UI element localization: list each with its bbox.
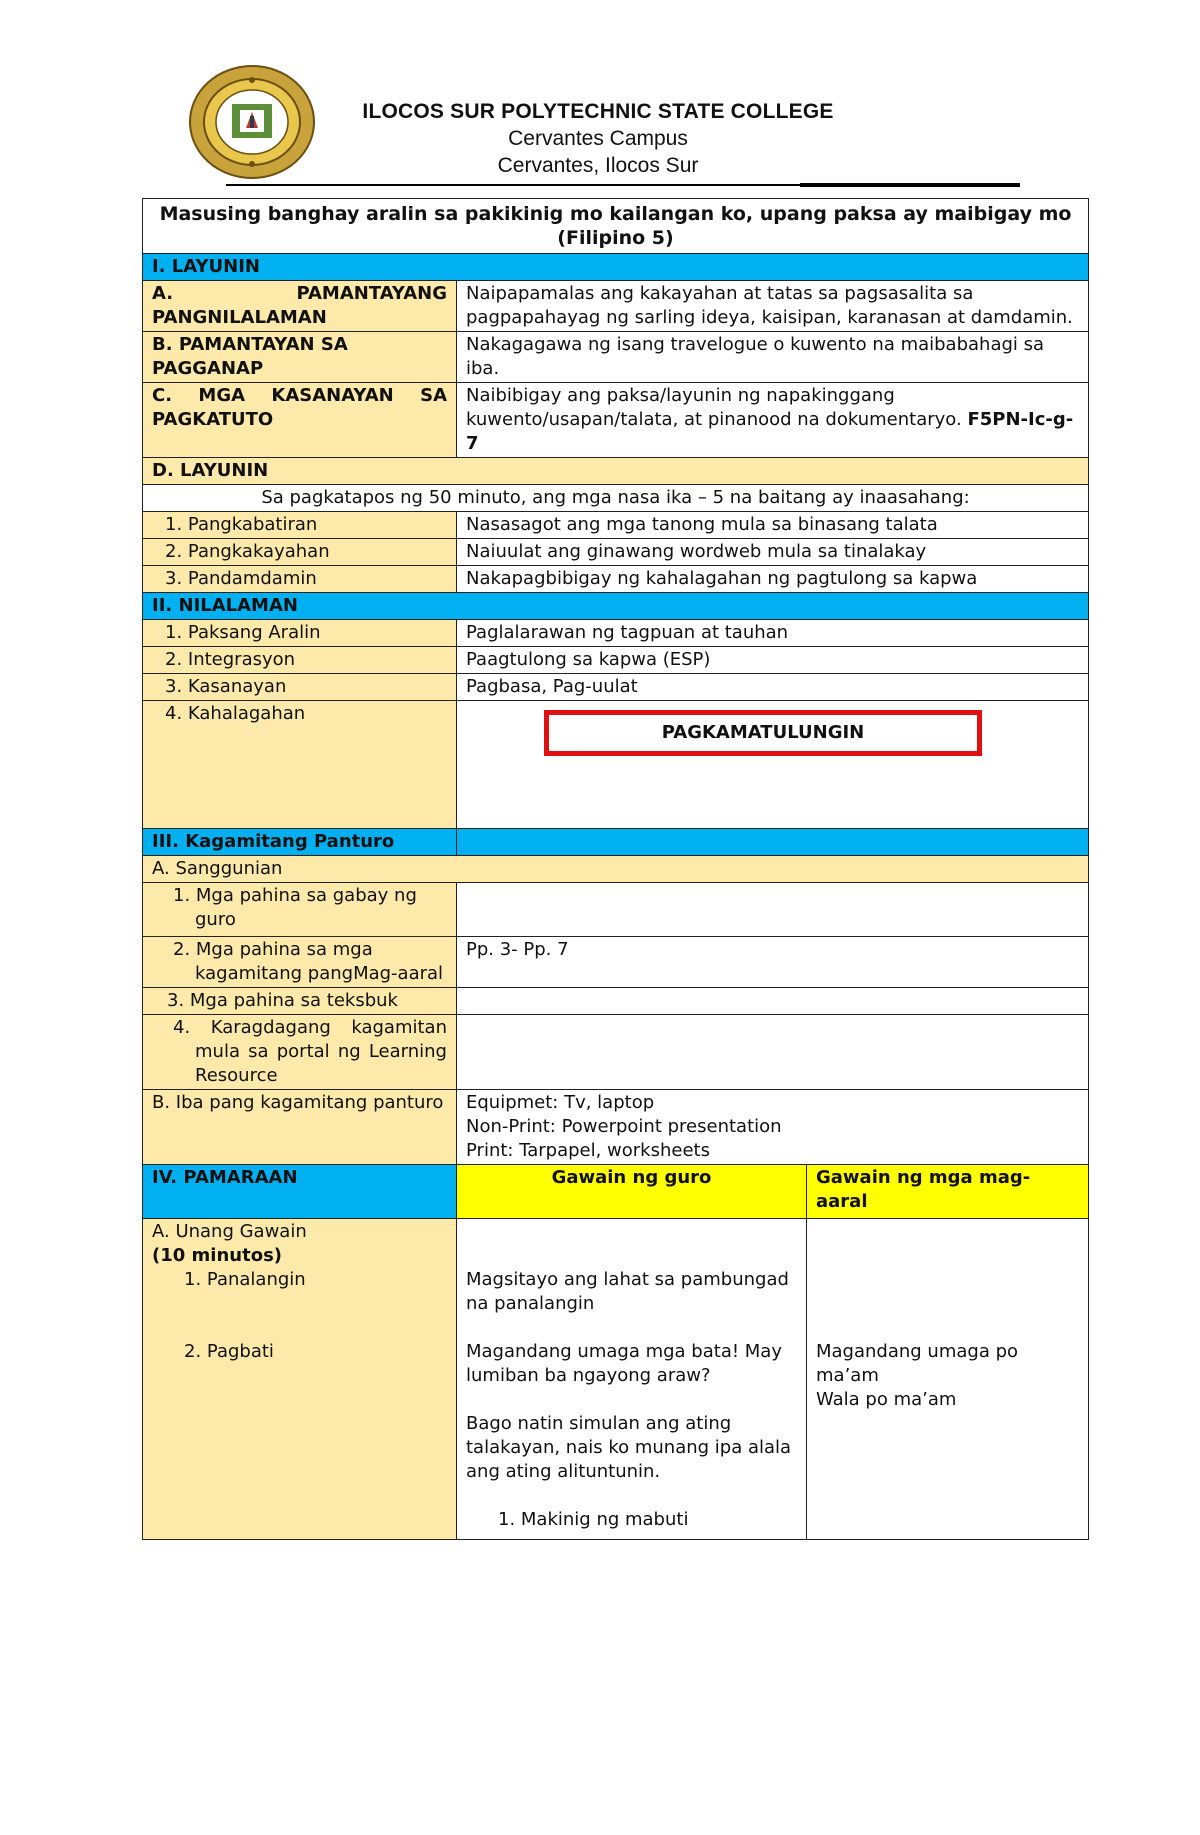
- unang-gawain-label: A. Unang Gawain: [152, 1221, 307, 1242]
- objective-value: Nasasagot ang mga tanong mula sa binasang talata: [457, 512, 1089, 539]
- title-row: [143, 199, 1089, 254]
- objective-label: 2. Pangkakayahan: [143, 539, 457, 566]
- resource-value-teksbuk: [457, 988, 1089, 1015]
- magaaral-response-1: Magandang umaga po ma’am: [816, 1341, 1019, 1386]
- competency-code: F5PN-Ic-g-7: [466, 409, 1074, 454]
- resource-label-portal: 4. Karagdagang kagamitan mula sa portal ng Learning Resource: [143, 1015, 457, 1090]
- content-row: [143, 647, 1089, 674]
- magaaral-response-2: Wala po ma’am: [816, 1389, 957, 1410]
- resource-row: [143, 1090, 1089, 1165]
- kahalagahan-cell: [457, 701, 1089, 829]
- header-rule-thick: [800, 183, 1020, 187]
- school-address: Cervantes, Ilocos Sur: [497, 154, 699, 177]
- spacer: [466, 1244, 797, 1268]
- content-label: 2. Integrasyon: [143, 647, 457, 674]
- campus-name: Cervantes Campus: [508, 127, 688, 150]
- sanggunian-heading: A. Sanggunian: [143, 856, 1089, 883]
- section-nilalaman: II. NILALAMAN: [143, 593, 1089, 620]
- materials-line: Equipmet: Tv, laptop: [466, 1092, 655, 1113]
- content-label: 1. Paksang Aralin: [143, 620, 457, 647]
- step-panalangin: 1. Panalangin: [184, 1269, 306, 1290]
- spacer: [152, 1316, 447, 1340]
- lesson-plan-table: [142, 198, 1089, 1540]
- resource-row: [143, 988, 1089, 1015]
- column-gawain-guro: Gawain ng guro: [457, 1165, 807, 1219]
- spacer: [466, 1388, 797, 1412]
- resource-row: [143, 883, 1089, 937]
- label-kasanayan-sa-pagkatuto: [143, 383, 457, 458]
- step-pagbati: 2. Pagbati: [184, 1341, 274, 1362]
- objective-label: 3. Pandamdamin: [143, 566, 457, 593]
- content-value: Pagbasa, Pag-uulat: [457, 674, 1089, 701]
- header-rule: [226, 184, 801, 186]
- pamaraan-header-row: [143, 1165, 1089, 1219]
- guro-rule-item: 1. Makinig ng mabuti: [498, 1509, 689, 1530]
- materials-line: Non-Print: Powerpoint presentation: [466, 1116, 782, 1137]
- spacer: [152, 1292, 447, 1316]
- content-row: [143, 674, 1089, 701]
- row-kasanayan-sa-pagkatuto: [143, 383, 1089, 458]
- resource-row: [143, 937, 1089, 988]
- content-value: Paagtulong sa kapwa (ESP): [457, 647, 1089, 674]
- label-line: C. MGA KASANAYAN SA: [152, 385, 447, 406]
- materials-line: Print: Tarpapel, worksheets: [466, 1140, 710, 1161]
- label-line: A. PAMANTAYANG: [152, 283, 447, 304]
- resource-label-gabay: 1. Mga pahina sa gabay ng guro: [143, 883, 457, 937]
- objective-row: [143, 566, 1089, 593]
- resource-row: [143, 1015, 1089, 1090]
- college-seal-logo: [188, 64, 316, 180]
- section-layunin: I. LAYUNIN: [143, 254, 1089, 281]
- label-line: PAGKATUTO: [152, 409, 274, 430]
- row-pamantayan-sa-pagganap: [143, 332, 1089, 383]
- resource-label-magaaral: 2. Mga pahina sa mga kagamitang pangMag-aaral: [143, 937, 457, 988]
- objective-row: [143, 512, 1089, 539]
- value-pamantayan-sa-pagganap: Nakagagawa ng isang travelogue o kuwento na maibabahagi sa iba.: [457, 332, 1089, 383]
- spacer: [816, 1220, 1079, 1340]
- section-kagamitan-fill: [457, 829, 1089, 856]
- resource-value-iba: [457, 1090, 1089, 1165]
- value-highlight-box: PAGKAMATULUNGIN: [544, 710, 982, 756]
- content-row: [143, 620, 1089, 647]
- resource-value-gabay: [457, 883, 1089, 937]
- resource-value-portal: [457, 1015, 1089, 1090]
- objectives-intro: Sa pagkatapos ng 50 minuto, ang mga nasa ika – 5 na baitang ay inaasahang:: [143, 485, 1089, 512]
- kahalagahan-label: 4. Kahalagahan: [143, 701, 457, 829]
- spacer: [466, 1484, 797, 1508]
- spacer: [466, 1316, 797, 1340]
- section-pamaraan: IV. PAMARAAN: [143, 1165, 457, 1219]
- value-pamantayang-pangnilalaman: Naipapamalas ang kakayahan at tatas sa pagsasalita sa pagpapahayag ng sarling ideya, kaisipan, karanasan at damdamin.: [457, 281, 1089, 332]
- competency-text: Naibibigay ang paksa/layunin ng napakinggang kuwento/usapan/talata, at pinanood na dokumentaryo.: [466, 385, 962, 430]
- row-pamantayang-pangnilalaman: [143, 281, 1089, 332]
- kahalagahan-row: [143, 701, 1089, 829]
- guro-panalangin-text: Magsitayo ang lahat sa pambungad na panalangin: [466, 1269, 789, 1314]
- value-kasanayan-sa-pagkatuto: [457, 383, 1089, 458]
- resource-label-iba: B. Iba pang kagamitang panturo: [143, 1090, 457, 1165]
- section-kagamitan: III. Kagamitang Panturo: [143, 829, 457, 856]
- objective-row: [143, 539, 1089, 566]
- label-line: PANGNILALAMAN: [152, 307, 327, 328]
- label-pamantayan-sa-pagganap: B. PAMANTAYAN SA PAGGANAP: [143, 332, 457, 383]
- heading-d-layunin: D. LAYUNIN: [143, 458, 1089, 485]
- resource-value-magaaral: Pp. 3- Pp. 7: [457, 937, 1089, 988]
- spacer: [466, 1220, 797, 1244]
- lesson-title: Masusing banghay aralin sa pakikinig mo kailangan ko, upang paksa ay maibigay mo (Filipino 5): [143, 199, 1089, 254]
- objective-value: Nakapagbibigay ng kahalagahan ng pagtulong sa kapwa: [457, 566, 1089, 593]
- guro-alituntunin-text: Bago natin simulan ang ating talakayan, nais ko munang ipa alala ang ating alituntunin.: [466, 1413, 792, 1482]
- unang-gawain-cell: [143, 1219, 457, 1540]
- school-name: ILOCOS SUR POLYTECHNIC STATE COLLEGE: [362, 100, 834, 123]
- column-gawain-magaaral: Gawain ng mga mag-aaral: [807, 1165, 1089, 1219]
- resource-label-teksbuk: 3. Mga pahina sa teksbuk: [143, 988, 457, 1015]
- label-pamantayang-pangnilalaman: [143, 281, 457, 332]
- magaaral-activity-cell: [807, 1219, 1089, 1540]
- duration-label: (10 minutos): [152, 1245, 283, 1266]
- objective-label: 1. Pangkabatiran: [143, 512, 457, 539]
- guro-pagbati-text: Magandang umaga mga bata! May lumiban ba ngayong araw?: [466, 1341, 782, 1386]
- letterhead: [188, 60, 1028, 190]
- unang-gawain-row: [143, 1219, 1089, 1540]
- guro-activity-cell: [457, 1219, 807, 1540]
- content-label: 3. Kasanayan: [143, 674, 457, 701]
- content-value: Paglalarawan ng tagpuan at tauhan: [457, 620, 1089, 647]
- objective-value: Naiuulat ang ginawang wordweb mula sa tinalakay: [457, 539, 1089, 566]
